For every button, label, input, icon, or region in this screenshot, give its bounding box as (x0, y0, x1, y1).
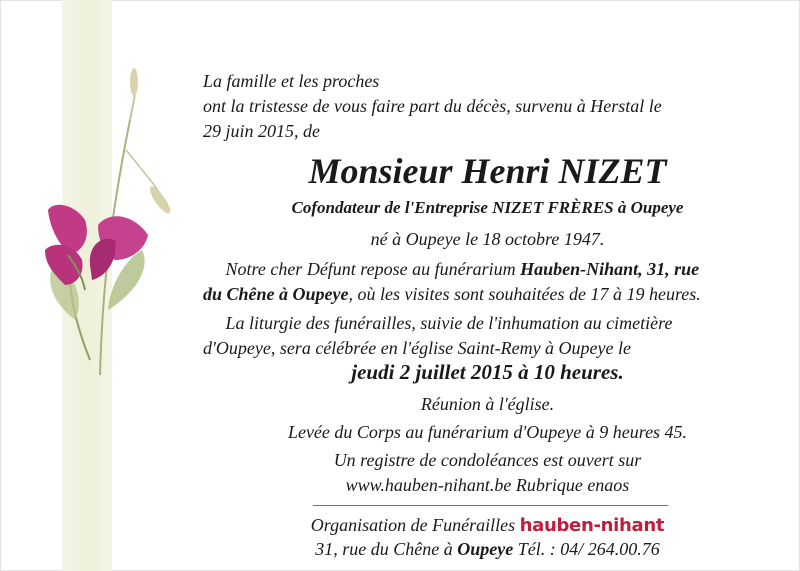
intro-text (203, 70, 662, 145)
deceased-name: Monsieur Henri NIZET (308, 151, 667, 191)
register-link[interactable]: www.hauben-nihant.be Rubrique enaos (345, 475, 630, 495)
liturgy-paragraph (203, 312, 672, 362)
address-city: Oupeye (457, 539, 514, 559)
birth-info: né à Oupeye le 18 octobre 1947. (370, 229, 605, 249)
calla-lily-illustration-icon (30, 60, 180, 380)
funeral-organizer (0, 514, 800, 537)
brand-logo-text: hauben-nihant (519, 515, 665, 536)
organizer-address (0, 538, 800, 560)
visit-hours-text: , où les visites sont souhaitées de 17 à 19 heures. (348, 284, 701, 304)
register-note (0, 449, 800, 499)
address-phone: Tél. : 04/ 264.00.76 (513, 539, 660, 559)
intro-line: 29 juin 2015, de (203, 121, 320, 141)
funerarium-place: Hauben-Nihant, 31, rue (520, 259, 700, 279)
register-line: Un registre de condoléances est ouvert sur (333, 450, 642, 470)
repose-text: Notre cher Défunt repose au funérarium (225, 259, 521, 279)
intro-line: ont la tristesse de vous faire part du décès, survenu à Herstal le (203, 96, 662, 116)
repose-paragraph (203, 258, 701, 308)
liturgy-line: d'Oupeye, sera célébrée en l'église Saint-Remy à Oupeye le (203, 338, 632, 358)
intro-line: La famille et les proches (203, 71, 380, 91)
ceremony-date: jeudi 2 juillet 2015 à 10 heures. (351, 360, 624, 384)
funerarium-street: du Chêne à Oupeye (203, 284, 349, 304)
deceased-role: Cofondateur de l'Entreprise NIZET FRÈRES à Oupeye (291, 198, 684, 217)
organizer-prefix: Organisation de Funérailles (310, 515, 520, 535)
address-street: 31, rue du Chêne à (315, 539, 458, 559)
levee-note: Levée du Corps au funérarium d'Oupeye à 9 heures 45. (287, 422, 688, 442)
meeting-note: Réunion à l'église. (420, 394, 555, 414)
footer-divider (313, 505, 668, 506)
liturgy-line: La liturgie des funérailles, suivie de l'inhumation au cimetière (225, 313, 673, 333)
